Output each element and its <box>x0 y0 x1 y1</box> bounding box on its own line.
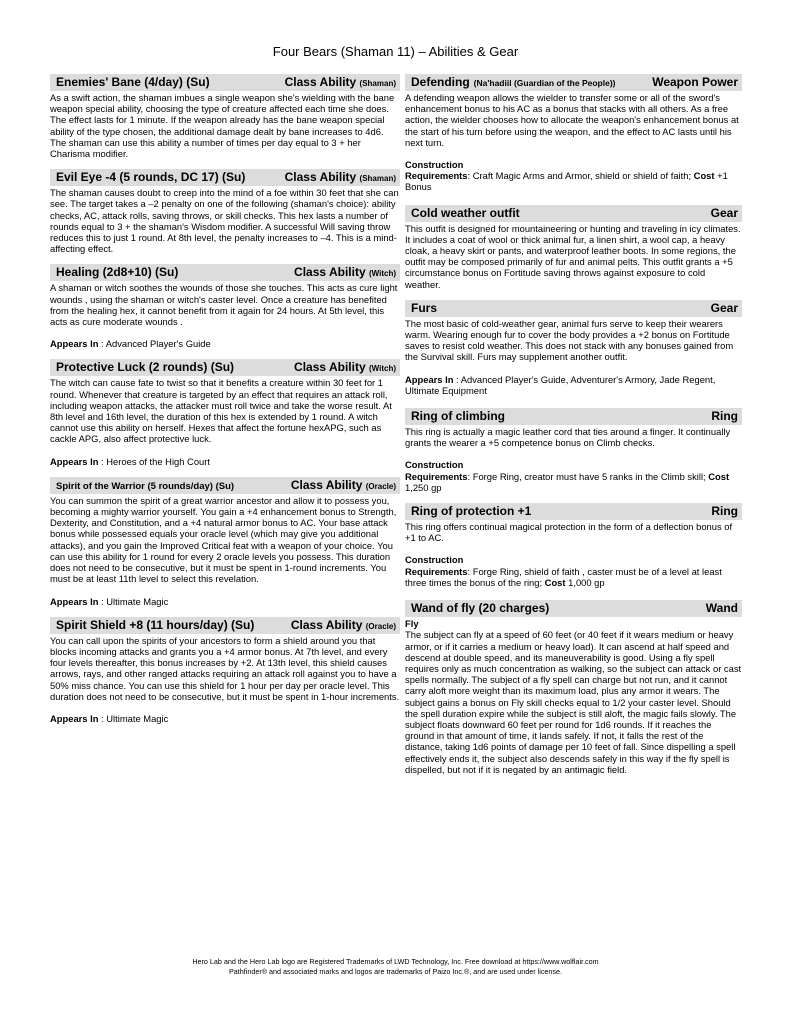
entry-body <box>405 426 742 493</box>
entry-header <box>405 205 742 222</box>
footer <box>0 957 791 977</box>
spacer <box>405 543 742 554</box>
entry-description: The most basic of cold-weather gear, animal furs serve to keep their wearers warm. Wearing enough fur to cover the body provides a +2 bonus on Fortitude saves to resist cold weather. This does not stack with any bonuses gained from the Survival skill. Furs may supplement another outfit. <box>405 317 734 363</box>
entry-type-label: Ring <box>711 504 738 519</box>
entry-body <box>50 635 400 724</box>
entry-type-label: Class Ability <box>290 477 363 492</box>
entry-block <box>50 169 400 254</box>
entry-subtitle: Fly <box>405 618 419 630</box>
requirements-label: Requirements <box>405 170 468 182</box>
gear-column <box>405 74 742 785</box>
construction-requirements <box>405 566 742 588</box>
entry-header <box>405 74 742 91</box>
entry-block <box>50 477 400 607</box>
entry-body <box>50 187 400 254</box>
entry-block <box>405 600 742 775</box>
appears-in-label: Appears In <box>50 712 99 724</box>
entry-name: Protective Luck (2 rounds) (Su) <box>56 360 235 375</box>
entry-body <box>405 521 742 588</box>
appears-in: Appears In : Ultimate Magic <box>50 712 169 724</box>
entry-description: This ring is actually a magic leather cord that ties around a finger. It continually grants the wearer a +5 competence bonus on Climb checks. <box>405 426 731 449</box>
entry-name: Spirit of the Warrior (5 rounds/day) (Su) <box>56 480 235 492</box>
entry-description: This outfit is designed for mountaineering or hunting and traveling in icy climates. It includes a coat of wool or thick animal fur, a linen shirt, a wool cap, a heavy cloak, a heavy skirt or pants, and waterproof leather boots. In some regions, the outfit may be composed primarily of fur and animal pelts. This outfit grants a +5 circumstance bonus on Fortitude saving throws against exposure to cold weather. <box>405 222 741 290</box>
entry-type <box>294 360 396 374</box>
entry-block <box>50 264 400 349</box>
appears-in-value: Ultimate Magic <box>106 712 169 724</box>
cost-value: 1,000 gp <box>565 576 605 588</box>
entry-body <box>405 318 742 396</box>
appears-in-label: Appears In <box>50 338 99 350</box>
appears-in-value: Ultimate Magic <box>106 595 169 607</box>
spacer <box>405 148 742 159</box>
footer-line-2: Pathfinder® and associated marks and logos are trademarks of Paizo Inc.®, and are used under license. <box>228 967 562 976</box>
entry-name: Furs <box>411 300 438 315</box>
entry-body <box>50 495 400 607</box>
entry-type-label: Class Ability <box>294 265 366 280</box>
construction-requirements <box>405 471 742 493</box>
entry-subtype: (Shaman) <box>359 174 396 184</box>
entry-type-label: Class Ability <box>284 75 357 89</box>
entry-subtype: (Oracle) <box>365 621 396 631</box>
entry-header <box>50 359 400 376</box>
entry-name: Enemies' Bane (4/day) (Su) <box>56 75 210 89</box>
spacer <box>405 448 742 459</box>
appears-in-label: Appears In <box>50 595 99 607</box>
entry-type <box>711 504 738 518</box>
entry-type <box>652 75 738 89</box>
appears-in: Appears In : Advanced Player's Guide, Adventurer's Armory, Jade Regent, Ultimate Equipment <box>405 373 716 396</box>
entry-name: Healing (2d8+10) (Su) <box>56 265 179 280</box>
spacer <box>50 445 400 456</box>
appears-in-value: Advanced Player's Guide, Adventurer's Armory, Jade Regent, Ultimate Equipment <box>405 373 716 396</box>
entry-type <box>711 301 738 315</box>
entry-body <box>405 92 742 193</box>
entry-name: Ring of protection +1 <box>411 504 532 519</box>
cost-value: +1 Bonus <box>405 170 728 193</box>
appears-in: Appears In : Ultimate Magic <box>50 595 169 607</box>
construction-title: Construction <box>405 459 464 471</box>
appears-in-value: Advanced Player's Guide <box>105 338 211 350</box>
entry-subtype: (Witch) <box>368 364 396 374</box>
entry-description: The subject can fly at a speed of 60 feet (or 40 feet if it wears medium or heavy armor, or if it carries a medium or heavy load). It can ascend at half speed and descend at double speed, and its maneuverability is good. Using a fly spell requires only as much concentration as walking, so the subject can attack or cast spells normally. The subject of a fly spell can charge but not run, and it cannot carry aloft more weight than its maximum load, plus any armor it wears. The subject gains a bonus on Fly skill checks equal to 1/2 your caster level. Should the spell duration expire while the subject is still aloft, the magic fails slowly. The subject floats downward 60 feet per round for 1d6 rounds. If it reaches the ground in that amount of time, it lands safely. If not, it falls the rest of the distance, taking 1d6 points of damage per 10 feet of fall. Since dispelling a spell effectively ends it, the subject also descends safely in this way if the fly spell is dispelled, but not if it is negated by an antimagic field. <box>405 629 742 775</box>
entry-type-label: Class Ability <box>284 170 357 185</box>
entry-subtype: (Witch) <box>368 269 396 279</box>
entry-description: As a swift action, the shaman imbues a single weapon she's wielding with the bane weapon special ability, choosing the type of creature affected each time she does. The effect lasts for 1 minute. If the weapon already has the bane weapon special ability of the type chosen, the additional damage dealt by bane increases to 4d6. The shaman can use this ability a number of times per day equal to 3 + her Charisma modifier. <box>50 92 395 160</box>
entry-type <box>294 265 396 279</box>
entry-header <box>50 169 400 186</box>
entry-type <box>711 409 738 423</box>
entry-description: You can call upon the spirits of your ancestors to form a shield around you that blocks incoming attacks and grants you a +4 armor bonus. At 7th level, and every four levels thereafter, this bonus increases by +2. At 13th level, this shield causes arrows, rays, and other ranged attacks requiring an attack roll against you to have a 50% miss chance. You can use this shield for 1 hour per day per oracle level. This duration does not need to be consecutive, but it must be spent in 1-hour increments. <box>50 634 400 702</box>
entry-type <box>706 601 738 615</box>
entry-type-label: Gear <box>710 300 738 315</box>
entry-header <box>405 408 742 425</box>
requirements-label: Requirements <box>405 565 468 577</box>
entry-block <box>50 617 400 724</box>
entry-header <box>405 600 742 617</box>
entry-block <box>405 503 742 588</box>
entry-type-label: Gear <box>710 205 738 220</box>
abilities-column <box>50 74 400 734</box>
construction-title: Construction <box>405 554 464 566</box>
entry-header <box>405 503 742 520</box>
entry-type-label: Class Ability <box>290 617 363 632</box>
entry-description: The witch can cause fate to twist so that it benefits a creature within 30 feet for 1 round. Whenever that creature is targeted by an effect that requires an attack roll, including weapon attacks, the attacker must roll twice and take the worse result. At 8th level and 16th level, the duration of this hex is extended by 1 round. A witch cannot use this ability on herself. Hexes that affect the fortune hexAPG, such as cackle APG, also affect protective luck. <box>50 377 392 445</box>
entry-type <box>285 75 396 89</box>
entry-name: Wand of fly (20 charges) <box>411 601 550 616</box>
entry-body <box>405 223 742 290</box>
appears-in-label: Appears In <box>50 455 99 467</box>
spacer <box>50 327 400 338</box>
appears-in-value: Heroes of the High Court <box>106 455 210 467</box>
spacer <box>50 702 400 713</box>
cost-value: 1,250 gp <box>405 481 442 493</box>
appears-in-label: Appears In <box>405 373 454 385</box>
construction-requirements <box>405 170 742 192</box>
entry-name: Defending <box>411 75 470 89</box>
entry-body <box>50 92 400 159</box>
entry-body <box>50 377 400 466</box>
entry-type-label: Wand <box>705 601 738 616</box>
entry-description: This ring offers continual magical protection in the form of a deflection bonus of +1 to AC. <box>405 521 733 544</box>
requirements-value: : Forge Ring, creator must have 5 ranks in the Climb skill; <box>467 470 709 482</box>
entry-name-extra: (Na'hadiil (Guardian of the People)) <box>473 78 616 88</box>
entry-description: You can summon the spirit of a great warrior ancestor and allow it to possess you, becoming a mighty warrior yourself. You gain a +4 enhancement bonus to Strength, Dexterity, and Constitution, and a +4 natural armor bonus to AC. Your base attack bonus while possessed equals your oracle level (which may give you additional attacks), and you gain the Improved Critical feat with a weapon of your choice. You can use this ability for 1 round for every 2 oracle levels you possess. This duration does not need to be consecutive, but it must be spent in 1-round increments. You must be at least 11th level to select this revelation. <box>50 494 397 585</box>
requirements-label: Requirements <box>405 470 468 482</box>
requirements-value: : Forge Ring, shield of faith , caster must be of a level at least three times the bonus of the ring; <box>405 565 722 588</box>
entry-body <box>50 282 400 349</box>
entry-subtype: (Oracle) <box>365 481 396 491</box>
spacer <box>405 363 742 374</box>
entry-header <box>50 264 400 281</box>
entry-type-label: Ring <box>711 409 738 424</box>
entry-description: A shaman or witch soothes the wounds of those she touches. This acts as cure light wounds , using the shaman or witch's caster level. Once a creature has benefited from the healing hex, it cannot benefit from it again for 24 hours. At 5th level, this acts as cure moderate wounds . <box>50 282 398 328</box>
entry-name: Spirit Shield +8 (11 hours/day) (Su) <box>56 617 255 632</box>
cost-label: Cost <box>708 470 730 482</box>
construction-title: Construction <box>405 159 464 171</box>
entry-type-label: Weapon Power <box>652 75 738 89</box>
entry-type <box>711 206 738 220</box>
entry-name: Evil Eye -4 (5 rounds, DC 17) (Su) <box>56 170 246 185</box>
cost-label: Cost <box>693 170 715 182</box>
entry-type <box>285 170 396 184</box>
appears-in: Appears In : Advanced Player's Guide <box>50 338 211 350</box>
footer-line-1: Hero Lab and the Hero Lab logo are Registered Trademarks of LWD Technology, Inc. Free download at https://www.wolflair.com <box>192 957 599 966</box>
entry-block <box>405 74 742 193</box>
entry-block <box>50 359 400 466</box>
entry-name: Cold weather outfit <box>411 205 520 220</box>
requirements-value: : Craft Magic Arms and Armor, shield or shield of faith; <box>467 170 694 182</box>
entry-header <box>50 617 400 634</box>
entry-header <box>50 74 400 91</box>
entry-subtype: (Shaman) <box>359 79 396 88</box>
entry-block <box>405 300 742 396</box>
cost-label: Cost <box>544 576 566 588</box>
entry-name-group <box>411 75 615 89</box>
entry-header <box>405 300 742 317</box>
entry-block <box>50 74 400 159</box>
page-title: Four Bears (Shaman 11) – Abilities & Gear <box>272 44 519 59</box>
entry-type-label: Class Ability <box>294 360 366 375</box>
entry-description: The shaman causes doubt to creep into the mind of a foe within 30 feet that she can see. The target takes a –2 penalty on one of the following (shaman's choice): ability checks, AC, attack rolls, saving throws, or skill checks. This hex lasts a number of rounds equal to 3 + the shaman's Wisdom modifier. A successful Will saving throw reduces this to just 1 round. At 8th level, the penalty increases to –4. This is a mind-affecting effect. <box>50 187 399 255</box>
entry-type <box>291 618 396 632</box>
entry-body <box>405 618 742 775</box>
appears-in: Appears In : Heroes of the High Court <box>50 455 210 467</box>
entry-description: A defending weapon allows the wielder to transfer some or all of the sword's enhancement bonus to his AC as a bonus that stacks with all others. As a free action, the wielder chooses how to allocate the weapon's enhancement bonus at the start of his turn before using the weapon, and the effect to AC lasts until his next turn. <box>405 92 739 148</box>
entry-block <box>405 408 742 493</box>
spacer <box>50 585 400 596</box>
entry-header <box>50 477 400 494</box>
entry-type <box>291 478 396 492</box>
entry-block <box>405 205 742 290</box>
entry-name: Ring of climbing <box>411 409 505 424</box>
